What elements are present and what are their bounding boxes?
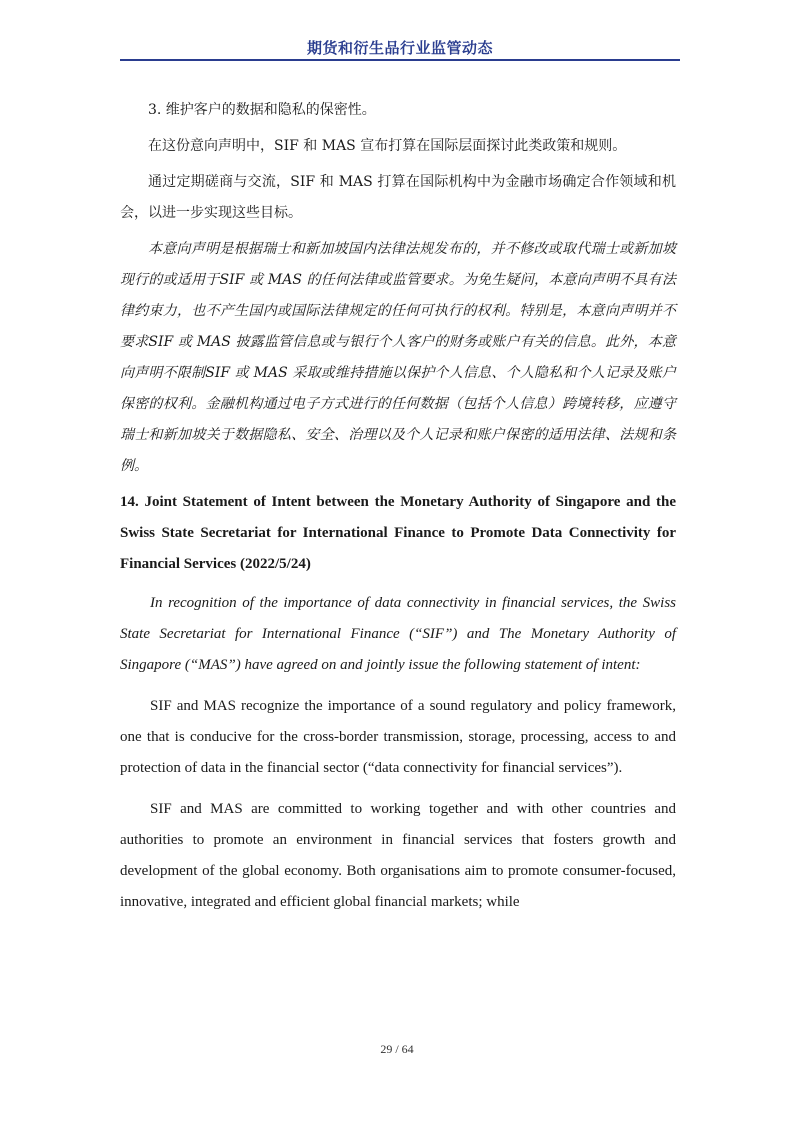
page-number: 29 / 64 <box>380 1042 414 1056</box>
paragraph-commitment: SIF and MAS are committed to working together and with other countries and authorities to promote an environment in financial services that fosters growth and development of the global economy. Both organisations aim to promote consumer-focused, innovative, integrated and efficient global financial markets; while <box>120 801 676 910</box>
section-heading-14: 14. Joint Statement of Intent between the Monetary Authority of Singapore and the Swiss State Secretariat for International Finance to Promote Data Connectivity for Financial Services (2022/5/24) <box>120 494 676 572</box>
paragraph-statement-intro: 在这份意向声明中，SIF 和 MAS 宣布打算在国际层面探讨此类政策和规则。 <box>148 138 627 154</box>
paragraph-item-3: 3. 维护客户的数据和隐私的保密性。 <box>148 102 376 118</box>
paragraph-recognition: In recognition of the importance of data connectivity in financial services, the Swiss State Secretariat for International Finance (“SIF”) and The Monetary Authority of Singapore (“MAS”) have agreed on and jointly issue the following statement of intent: <box>120 595 676 673</box>
document-body <box>120 95 676 918</box>
header-divider <box>120 59 680 61</box>
paragraph-legal-disclaimer: 本意向声明是根据瑞士和新加坡国内法律法规发布的，并不修改或取代瑞士或新加坡现行的或适用于SIF 或 MAS 的任何法律或监管要求。为免生疑问，本意向声明不具有法律约束力，也不产生国内或国际法律规定的任何可执行的权利。特别是，本意向声明并不要求SIF 或 MAS 披露监管信息或与银行个人客户的财务或账户有关的信息。此外，本意向声明不限制SIF 或 MAS 采取或维持措施以保护个人信息、个人隐私和个人记录及账户保密的权利。金融机构通过电子方式进行的任何数据（包括个人信息）跨境转移，应遵守瑞士和新加坡关于数据隐私、安全、治理以及个人记录和账户保密的适用法律、法规和条例。 <box>120 241 676 474</box>
paragraph-framework: SIF and MAS recognize the importance of a sound regulatory and policy framework, one that is conducive for the cross-border transmission, storage, processing, access to and protection of data in the financial sector (“data connectivity for financial services”). <box>120 698 676 776</box>
page-header-title: 期货和衍生品行业监管动态 <box>306 39 493 57</box>
paragraph-consultation: 通过定期磋商与交流，SIF 和 MAS 打算在国际机构中为金融市场确定合作领域和机会，以进一步实现这些目标。 <box>120 174 676 221</box>
